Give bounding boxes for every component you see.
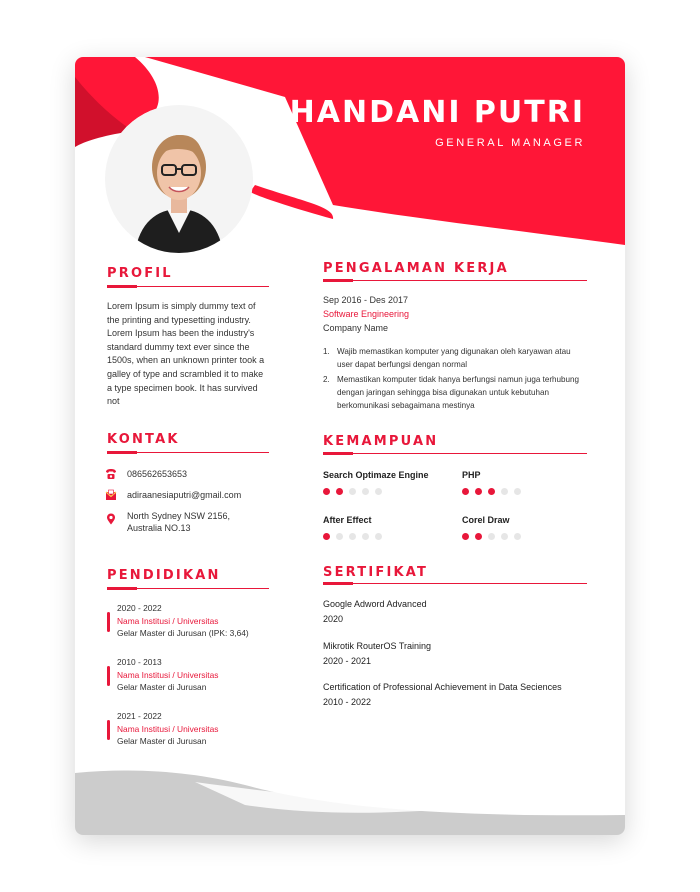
certificate-name: Google Adword Advanced xyxy=(323,599,427,609)
sertifikat-rule xyxy=(323,583,587,584)
rating-dot-filled xyxy=(323,533,330,540)
profil-line: Lorem Ipsum has been the industry's xyxy=(107,328,255,339)
education-institution: Nama Institusi / Universitas xyxy=(117,615,219,626)
email-address[interactable]: adiraanesiaputri@gmail.com xyxy=(127,490,242,500)
profile-photo xyxy=(105,105,253,253)
education-institution: Nama Institusi / Universitas xyxy=(117,669,219,680)
rating-dot-empty xyxy=(501,488,508,495)
certificate-name: Certification of Professional Achievement in Data Seciences xyxy=(323,682,562,692)
duty-line: Memastikan komputer tidak hanya berfungsi namun juga terhubung xyxy=(337,375,580,384)
education-marker xyxy=(107,720,110,740)
rating-dot-filled xyxy=(475,488,482,495)
education-marker xyxy=(107,666,110,686)
address xyxy=(127,511,267,534)
sertifikat-heading: SERTIFIKAT xyxy=(323,565,429,580)
profil-text xyxy=(107,300,287,409)
duty-number: 2. xyxy=(323,375,330,384)
experience-header xyxy=(323,293,409,335)
pendidikan-rule xyxy=(107,588,269,589)
experience-position: Software Engineering xyxy=(323,309,410,319)
rating-dot-empty xyxy=(375,488,382,495)
rating-dot-filled xyxy=(336,488,343,495)
certificate-item xyxy=(323,680,562,710)
kemampuan-heading: KEMAMPUAN xyxy=(323,434,439,449)
duty-line: user dapat berfungsi dengan normal xyxy=(337,360,468,369)
rating-dot-empty xyxy=(349,488,356,495)
education-degree: Gelar Master di Jurusan xyxy=(117,736,207,746)
kontak-rule xyxy=(107,452,269,453)
candidate-name: CHANDANI PUTRI xyxy=(265,95,585,130)
phone-icon xyxy=(105,468,117,480)
address-line: Australia NO.13 xyxy=(127,522,191,533)
certificate-year: 2010 - 2022 xyxy=(323,697,372,707)
pengalaman-heading: PENGALAMAN KERJA xyxy=(323,261,509,276)
education-years: 2021 - 2022 xyxy=(117,711,162,721)
duty-line: Wajib memastikan komputer yang digunakan oleh karyawan atau xyxy=(337,347,571,356)
experience-company: Company Name xyxy=(323,323,389,333)
duty-number: 1. xyxy=(323,347,330,356)
certificate-name: Mikrotik RouterOS Training xyxy=(323,641,432,651)
education-marker xyxy=(107,612,110,632)
skill-name: After Effect xyxy=(323,515,372,525)
skill-name: PHP xyxy=(462,470,481,480)
rating-dot-empty xyxy=(501,533,508,540)
profil-heading: PROFIL xyxy=(107,266,173,281)
profil-line: 1500s, when an unknown printer took a xyxy=(107,355,265,366)
portrait-image xyxy=(105,105,253,253)
education-degree: Gelar Master di Jurusan (IPK: 3,64) xyxy=(117,628,249,638)
resume-card xyxy=(75,57,625,835)
profil-line: a type specimen book. It has survived xyxy=(107,382,258,393)
rating-dot-empty xyxy=(514,488,521,495)
education-years: 2020 - 2022 xyxy=(117,603,162,613)
pendidikan-heading: PENDIDIKAN xyxy=(107,568,221,583)
certificate-item xyxy=(323,597,427,627)
skill-name: Corel Draw xyxy=(462,515,510,525)
rating-dot-filled xyxy=(323,488,330,495)
rating-dot-filled xyxy=(475,533,482,540)
phone-number[interactable]: 086562653653 xyxy=(127,469,188,479)
swoosh-red-shape xyxy=(250,185,333,219)
rating-dot-filled xyxy=(462,488,469,495)
address-line: North Sydney NSW 2156, xyxy=(127,511,231,521)
certificate-item xyxy=(323,639,431,669)
certificate-year: 2020 xyxy=(323,614,344,624)
education-degree: Gelar Master di Jurusan xyxy=(117,682,207,692)
rating-dot-filled xyxy=(488,488,495,495)
skill-name: Search Optimaze Engine xyxy=(323,470,429,480)
mail-icon xyxy=(105,489,117,501)
profil-line: the printing and typesetting industry. xyxy=(107,314,251,325)
kemampuan-rule xyxy=(323,453,587,454)
certificate-year: 2020 - 2021 xyxy=(323,656,372,666)
rating-dot-empty xyxy=(488,533,495,540)
rating-dot-empty xyxy=(375,533,382,540)
profil-line: standard dummy text ever since the xyxy=(107,341,250,352)
kontak-heading: KONTAK xyxy=(107,432,180,447)
rating-dot-filled xyxy=(462,533,469,540)
profil-rule xyxy=(107,286,269,287)
rating-dot-empty xyxy=(514,533,521,540)
pengalaman-rule xyxy=(323,280,587,281)
rating-dot-empty xyxy=(362,533,369,540)
rating-dot-empty xyxy=(362,488,369,495)
profil-line: not xyxy=(107,396,120,407)
rating-dot-empty xyxy=(336,533,343,540)
education-years: 2010 - 2013 xyxy=(117,657,162,667)
experience-period: Sep 2016 - Des 2017 xyxy=(323,295,409,305)
rating-dot-empty xyxy=(349,533,356,540)
education-institution: Nama Institusi / Universitas xyxy=(117,723,219,734)
profil-line: Lorem Ipsum is simply dummy text of xyxy=(107,301,256,311)
candidate-role: GENERAL MANAGER xyxy=(435,137,585,149)
duty-line: dengan jaringan sehingga bisa digunakan untuk kebutuhan xyxy=(337,388,549,397)
location-pin-icon xyxy=(105,513,117,525)
profil-line: galley of type and scrambled it to make xyxy=(107,368,264,379)
duty-line: berkomunikasi sebagaimana mestinya xyxy=(337,401,475,410)
